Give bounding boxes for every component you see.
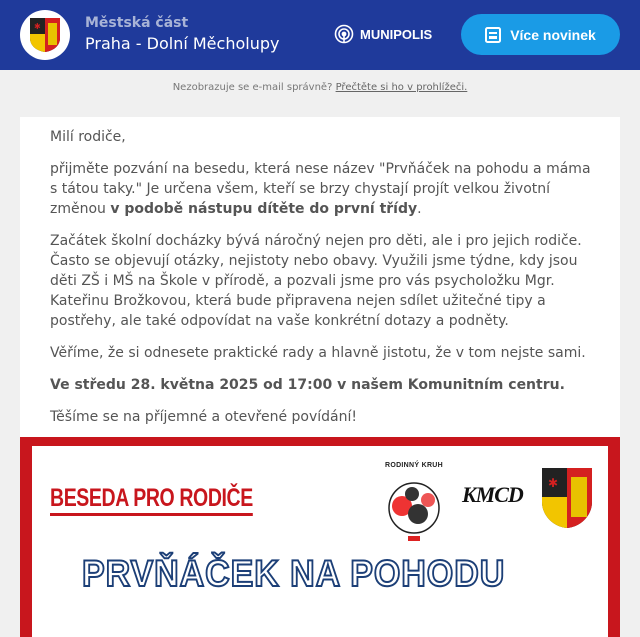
more-news-label: Více novinek — [510, 26, 596, 43]
munipolis-brand[interactable] — [334, 24, 432, 44]
poster-title: PRVŇÁČEK NA POHODU — [82, 553, 506, 594]
more-news-button[interactable] — [461, 14, 620, 55]
rodinny-kruh-logo-text: RODINNÝ KRUH — [384, 462, 444, 469]
view-in-browser-link[interactable]: Přečtěte si ho v prohlížeči. — [335, 82, 468, 93]
header — [0, 0, 640, 70]
municipality-crest — [541, 467, 593, 529]
rodinny-kruh-logo — [384, 474, 444, 544]
org-name: Praha - Dolní Měcholupy — [85, 34, 280, 53]
broadcast-icon — [334, 24, 354, 44]
paragraph-invitation: přijměte pozvání na besedu, která nese název "Prvňáček na pohodu a máma s tátou taky." Je určena všem, kteří se brzy chystají projít velkou životní změnou v podobě nástupu dítěte do první třídy. — [50, 161, 591, 217]
org-label: Městská část — [85, 15, 189, 31]
paragraph-details: Začátek školní docházky bývá náročný nejen pro děti, ale i pro jejich rodiče. Často se objevují otázky, nejistoty nebo obavy. Využili jsme týdne, kdy jsou děti ZŠ i MŠ na Škole v přírodě, a pozvali jsme pro vás psycholožku Mgr. Kateřinu Brožkovou, která bude připravena nejen sdílet užitečné tipy a postřehy, ale také odpovídat na vaše konkrétní dotazy a podněty. — [50, 233, 582, 329]
event-date: Ve středu 28. května 2025 od 17:00 v našem Komunitním centru. — [50, 377, 565, 393]
poster-label: BESEDA PRO RODIČE — [50, 484, 253, 516]
munipolis-label: MUNIPOLIS — [360, 26, 433, 42]
svg-text:✱: ✱ — [34, 22, 41, 31]
greeting: Milí rodiče, — [50, 129, 126, 145]
notice-text: Nezobrazuje se e-mail správně? — [172, 82, 333, 93]
svg-text:✱: ✱ — [548, 476, 559, 490]
municipality-crest-logo[interactable] — [20, 10, 70, 60]
paragraph-closing: Věříme, že si odnesete praktické rady a hlavně jistotu, že v tom nejste sami. — [50, 345, 586, 361]
newspaper-icon — [485, 27, 501, 43]
browser-view-notice — [0, 70, 640, 118]
kmcd-logo-text: KMCD — [462, 482, 523, 507]
paragraph-farewell: Těšíme se na příjemné a otevřené povídání! — [50, 409, 357, 425]
event-poster-image[interactable] — [20, 437, 620, 637]
email-content — [20, 117, 620, 617]
